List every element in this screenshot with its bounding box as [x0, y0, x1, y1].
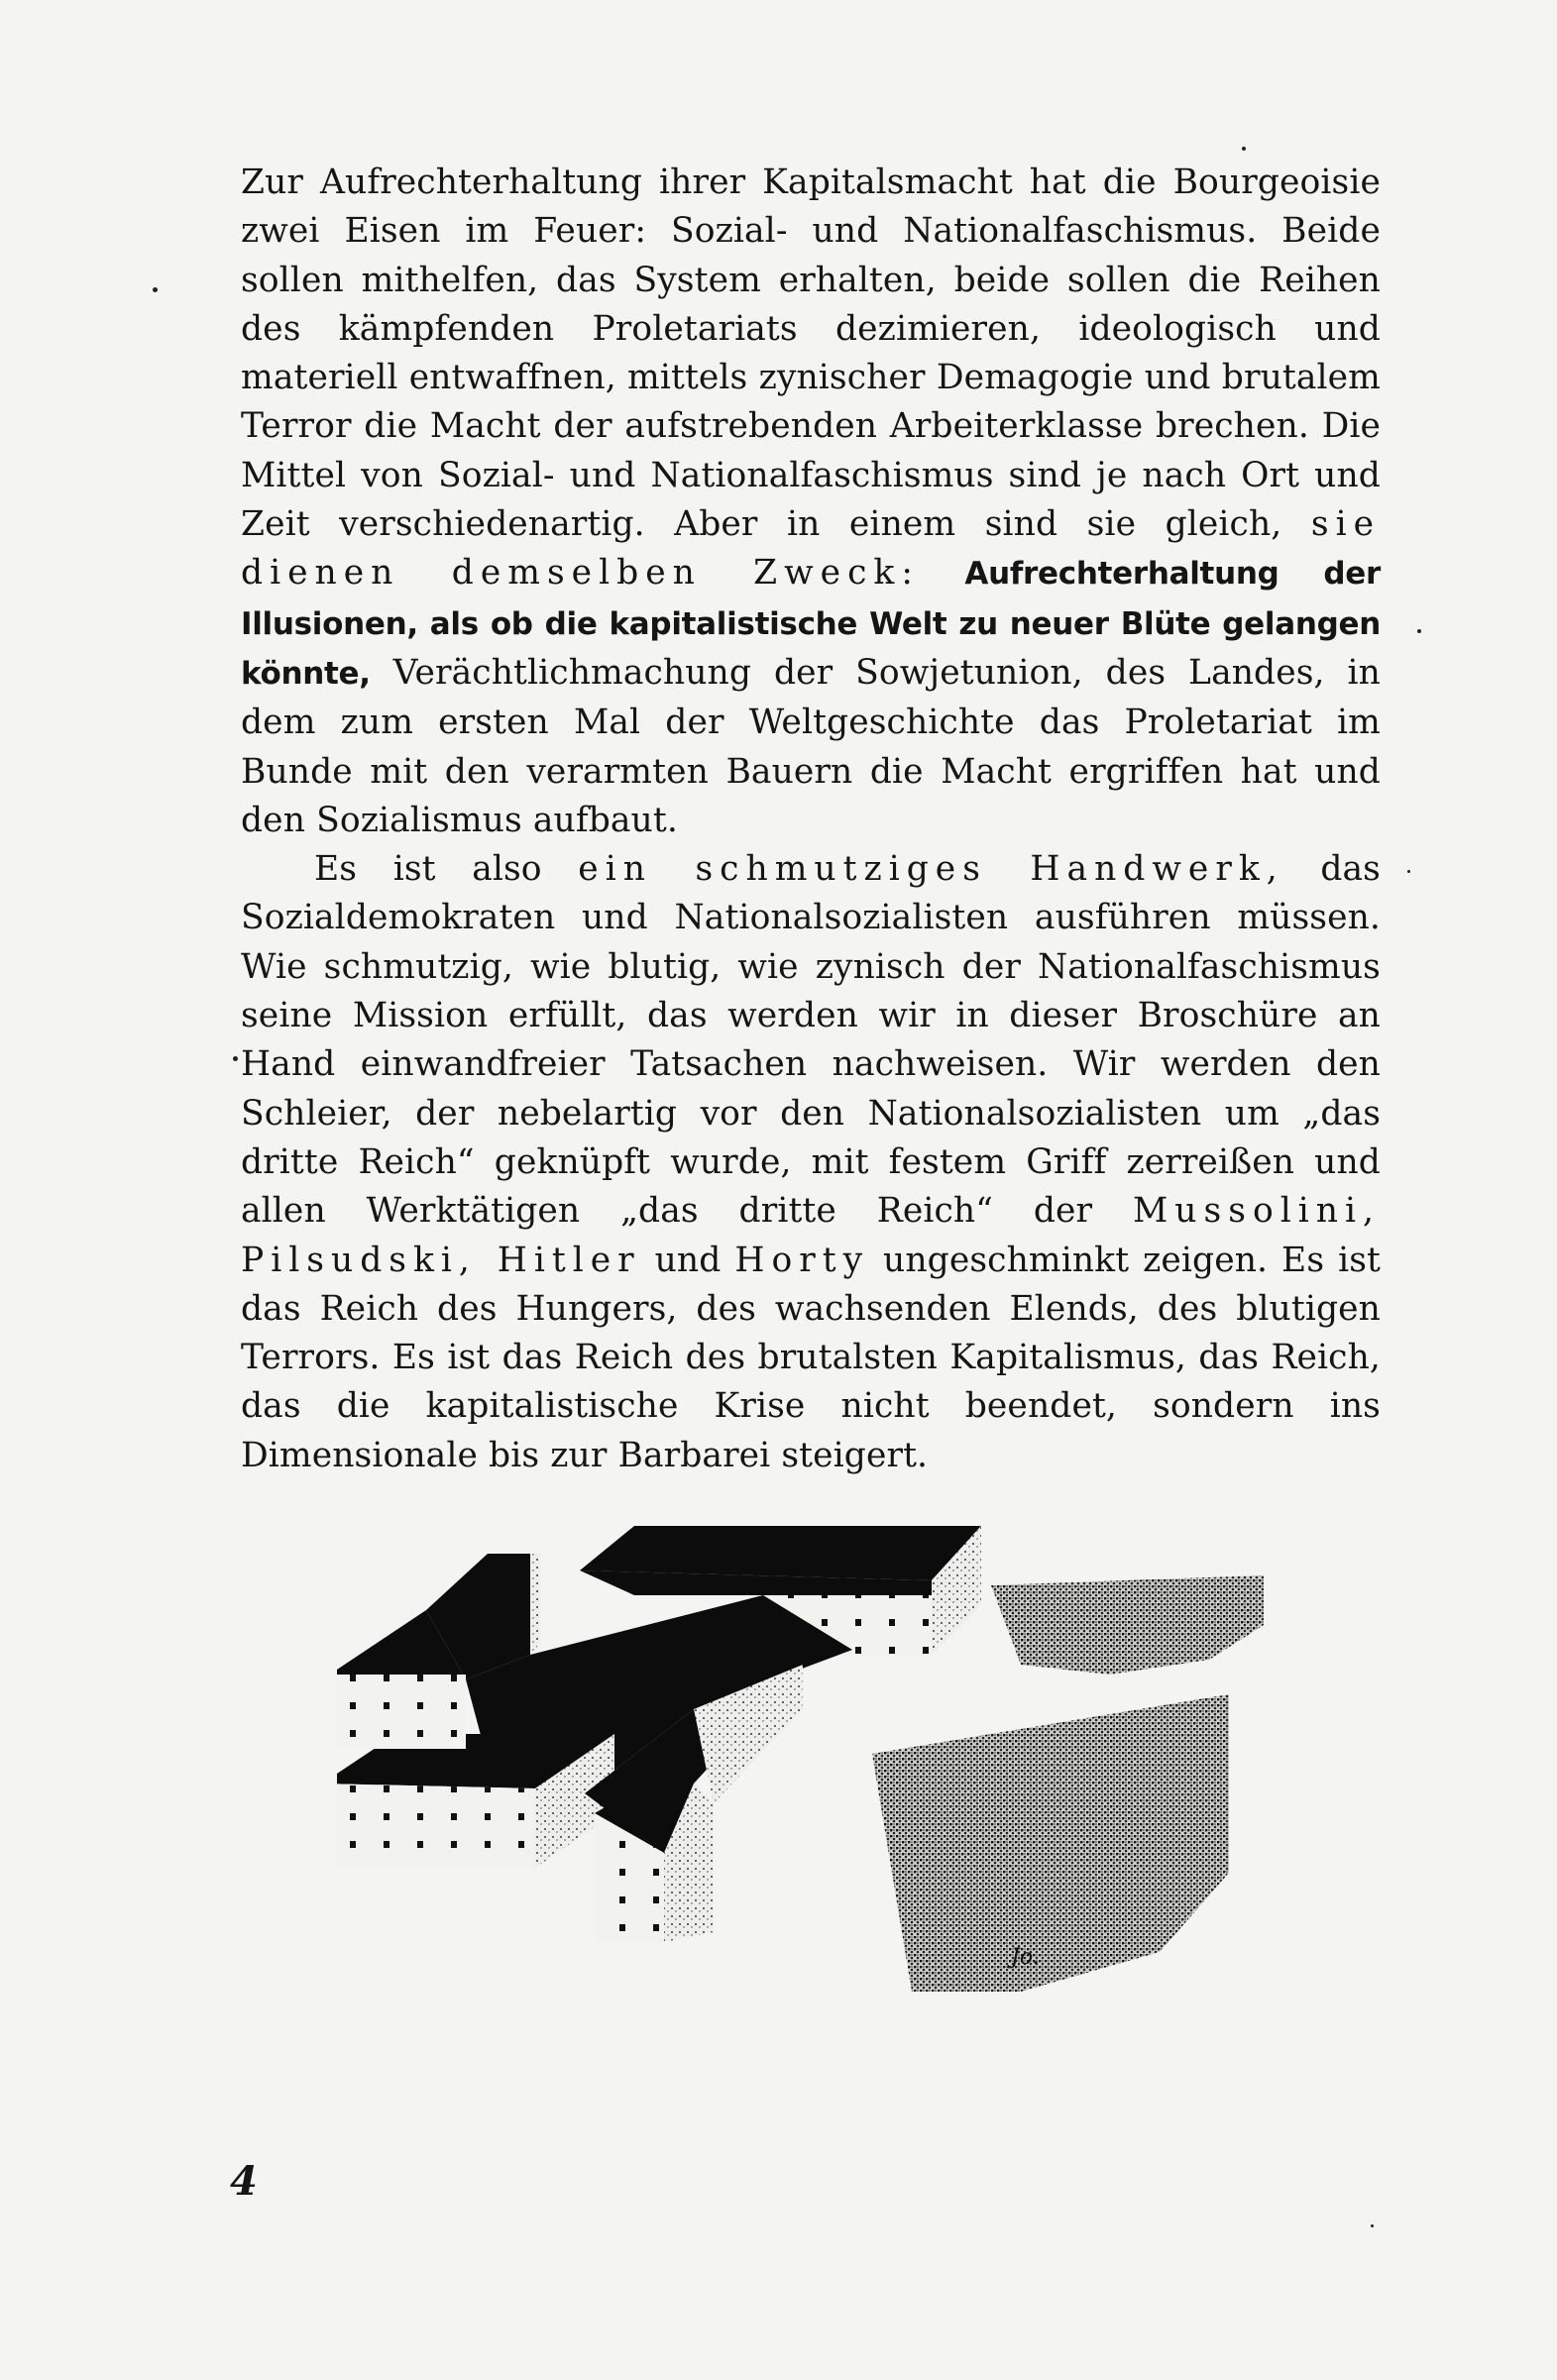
body-text — [241, 159, 1381, 1480]
illustration-signature: Jo. — [1011, 1945, 1040, 1970]
paragraph-2-text-b: das Sozialdemokraten und Nationalsozialisten ausführen müssen. Wie schmutzig, wie blutig, wie zynisch der Nationalfaschismus seine Mission erfüllt, das werden wir in dieser Broschüre an Hand einwandfreier Tatsachen nachweisen. Wir werden den Schleier, der nebelartig vor den Nationalsozialisten um „das dritte Reich“ geknüpft wurde, mit festem Griff zerreißen und allen Werktätigen „das dritte Reich“ der — [241, 849, 1381, 1232]
paragraph-2 — [241, 845, 1381, 1480]
paragraph-2-spaced-text-c: Horty — [734, 1240, 870, 1280]
paper-speck — [1242, 147, 1246, 151]
paper-speck — [233, 1056, 238, 1061]
swastika-buildings-illustration — [337, 1526, 1288, 2081]
paragraph-1-spaced-text: sie dienen demselben Zweck: — [241, 504, 1382, 594]
paragraph-1 — [241, 159, 1381, 845]
paper-speck — [1371, 2224, 1374, 2227]
upper-facade-windows — [337, 1675, 466, 1749]
paragraph-1-bold-text: Aufrechterhaltung der Illusionen, als ob die kapitalistische Welt zu neuer Blüte gelangen könnte, — [241, 556, 1381, 692]
paper-speck — [153, 287, 158, 292]
left-arm-front — [337, 1784, 535, 1868]
paragraph-2-text-a: Es ist also — [314, 849, 542, 890]
paper-speck — [1407, 870, 1410, 873]
shadow-upper — [991, 1575, 1264, 1675]
paragraph-1-text-a: Zur Aufrechterhaltung ihrer Kapitalsmacht hat die Bourgeoisie zwei Eisen im Feuer: Sozial- und Nationalfaschismus. Beide sollen mithelfen, das System erhalten, beide sollen die Reihen des kämpfenden Proletariats dezimieren, ideologisch und materiell entwaffnen, mittels zynischer Demagogie und brutalem Terror die Macht der aufstrebenden Arbeiterklasse brechen. Die Mittel von Sozial- und Nationalfaschismus sind je nach Ort und Zeit verschiedenartig. Aber in einem sind sie gleich, — [241, 162, 1381, 545]
paragraph-2-spaced-text-a: ein schmutziges Handwerk, — [578, 849, 1284, 890]
paper-speck — [1417, 629, 1421, 633]
shadow-lower — [872, 1694, 1229, 1992]
paragraph-2-text-d: ungeschminkt zeigen. Es ist das Reich des Hungers, des wachsenden Elends, des blutigen Terrors. Es ist das Reich des brutalsten Kapitalismus, das Reich, das die kapitalistische Krise nicht beendet, sondern ins Dimensionale bis zur Barbarei steigert. — [241, 1240, 1381, 1475]
paragraph-1-text-b: Verächtlichmachung der Sowjetunion, des Landes, in dem zum ersten Mal der Weltgeschichte das Proletariat im Bunde mit den verarmten Bauern die Macht ergriffen hat und den Sozialismus aufbaut. — [241, 652, 1381, 840]
paragraph-2-text-c: und — [654, 1240, 722, 1280]
paragraph-2-spaced-text-b: Mussolini, Pilsudski, Hitler — [241, 1191, 1381, 1280]
page-number: 4 — [230, 2158, 258, 2205]
